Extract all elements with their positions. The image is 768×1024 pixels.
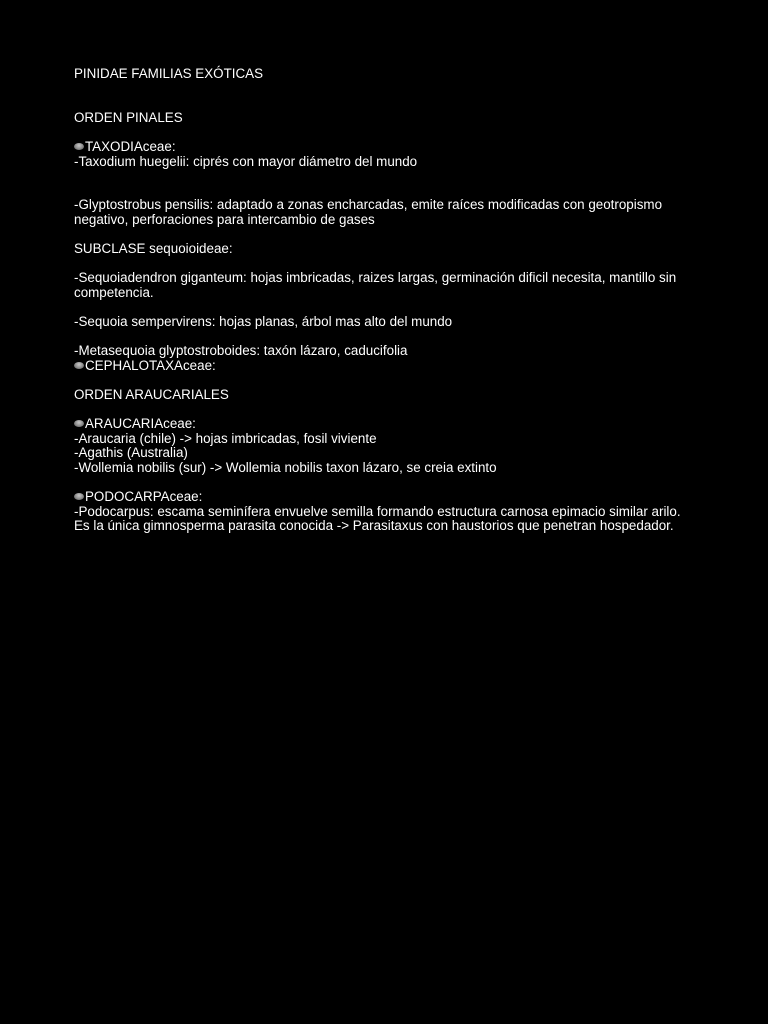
spacer (74, 330, 704, 345)
document-page (74, 67, 704, 534)
document-title: PINIDAE FAMILIAS EXÓTICAS (74, 66, 264, 81)
bullet-icon (74, 493, 84, 500)
wollemia-entry: -Wollemia nobilis (sur) -> Wollemia nobilis taxon lázaro, se creia extinto (74, 460, 497, 476)
orden-araucariales-heading: ORDEN ARAUCARIALES (74, 387, 229, 403)
taxodiaceae-heading (74, 140, 704, 155)
bullet-icon (74, 362, 84, 369)
sequoia-entry: -Sequoia sempervirens: hojas planas, árbol mas alto del mundo (74, 314, 453, 330)
cephalotaxaceae-heading (74, 359, 704, 374)
bullet-icon (74, 143, 84, 150)
podocarpaceae-heading (74, 490, 704, 505)
cephalotaxaceae-label: CEPHALOTAXAceae: (85, 357, 216, 373)
bullet-icon (74, 420, 84, 427)
podocarpaceae-label: PODOCARPAceae: (85, 489, 203, 505)
sequoiadendron-entry: -Sequoiadendron giganteum: hojas imbricadas, raizes largas, germinación dificil necesita, mantillo sin competencia. (74, 270, 677, 300)
orden-pinales-heading: ORDEN PINALES (74, 109, 183, 125)
spacer (74, 125, 704, 140)
parasitaxus-entry: Es la única gimnosperma parasita conocida -> Parasitaxus con haustorios que penetran hospedador. (74, 518, 674, 534)
spacer (74, 301, 704, 316)
spacer (74, 476, 704, 491)
spacer (74, 403, 704, 418)
podocarpus-entry: -Podocarpus: escama seminífera envuelve semilla formando estructura carnosa epimacio similar arilo. (74, 503, 681, 519)
spacer (74, 82, 704, 111)
spacer (74, 373, 704, 388)
glyptostrobus-entry: -Glyptostrobus pensilis: adaptado a zonas encharcadas, emite raíces modificadas con geotropismo negativo, perforaciones para intercambio de gases (74, 197, 663, 227)
spacer (74, 169, 704, 198)
araucariaceae-heading (74, 417, 704, 432)
araucaria-entry: -Araucaria (chile) -> hojas imbricadas, fosil viviente (74, 430, 377, 446)
araucariaceae-label: ARAUCARIAceae: (85, 416, 196, 432)
taxodiaceae-label: TAXODIAceae: (85, 138, 176, 154)
spacer (74, 228, 704, 243)
subclase-heading: SUBCLASE sequoioideae: (74, 241, 233, 257)
taxodium-entry: -Taxodium huegelii: ciprés con mayor diámetro del mundo (74, 153, 418, 169)
metasequoia-entry: -Metasequoia glyptostroboides: taxón lázaro, caducifolia (74, 343, 408, 359)
spacer (74, 257, 704, 272)
agathis-entry: -Agathis (Australia) (74, 445, 188, 461)
